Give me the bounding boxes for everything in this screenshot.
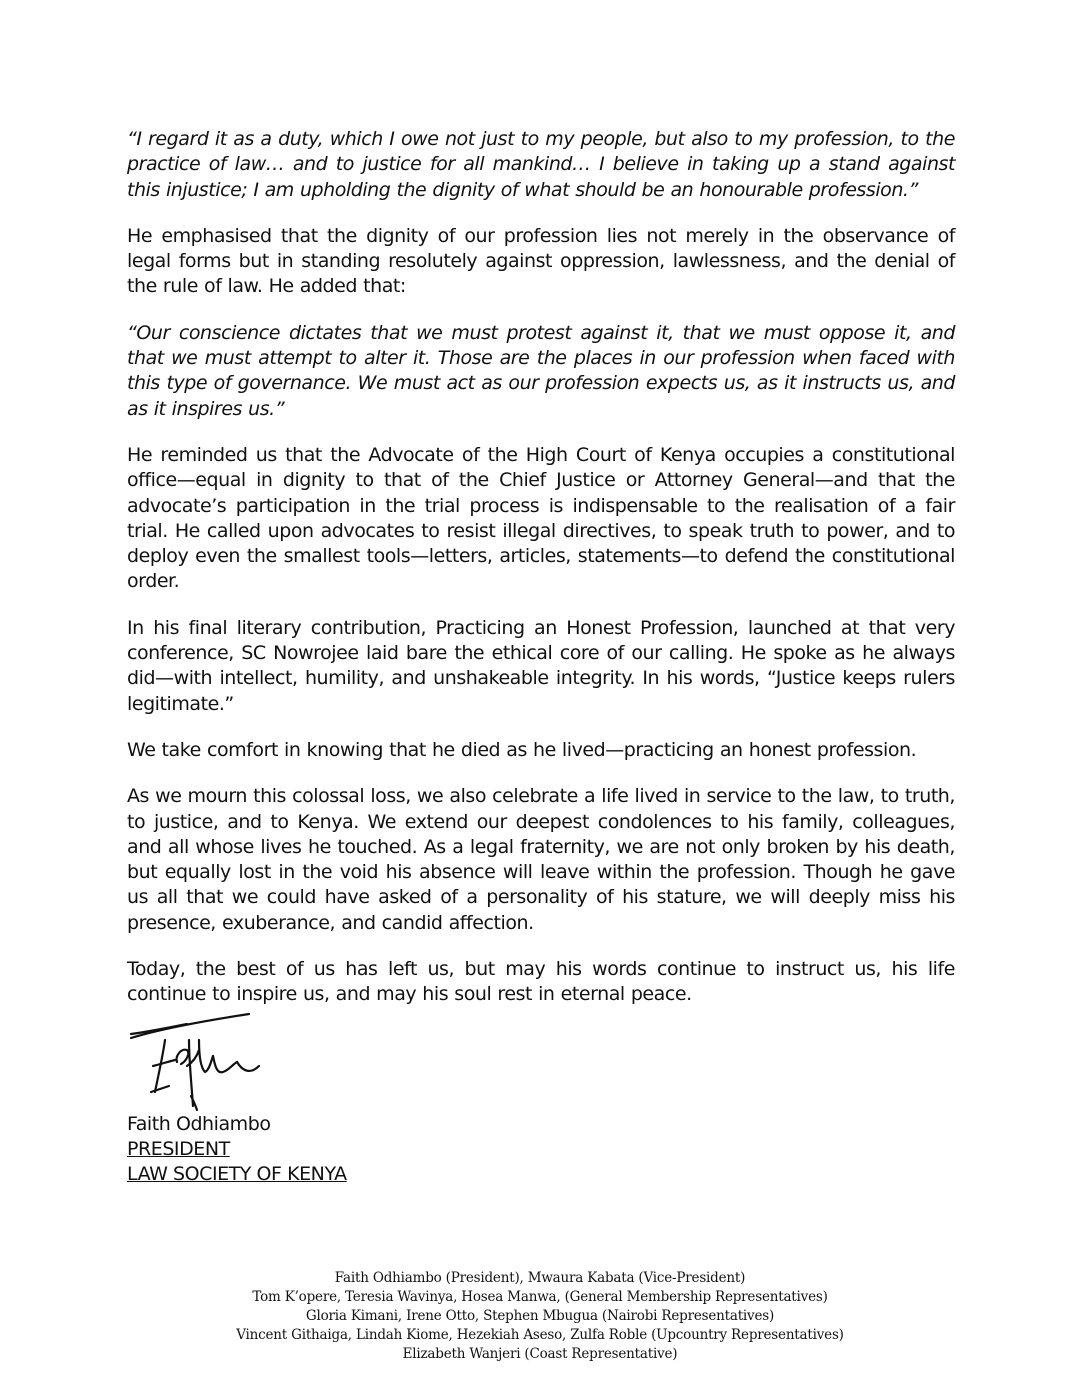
- body-paragraph: He emphasised that the dignity of our profession lies not merely in the observance of legal forms but in standing resolutely against oppression, lawlessness, and the denial of the rule of law. He added that:: [127, 224, 955, 298]
- letter-body: [127, 127, 955, 1029]
- council-members-footer: [0, 1269, 1080, 1364]
- body-paragraph: He reminded us that the Advocate of the High Court of Kenya occupies a constitutional office—equal in dignity to that of the Chief Justice or Attorney General—and that the advocate’s participation in the trial process is indispensable to the realisation of a fair trial. He called upon advocates to resist illegal directives, to speak truth to power, and to deploy even the smallest tools—letters, articles, statements—to defend the constitutional order.: [127, 443, 955, 593]
- signatory-name: Faith Odhiambo: [127, 1113, 271, 1135]
- signature-block: [127, 1000, 527, 1187]
- closing-paragraph: Today, the best of us has left us, but may his words continue to instruct us, his life continue to inspire us, and may his soul rest in eternal peace.: [127, 958, 955, 1006]
- body-paragraph: We take comfort in knowing that he died as he lived—practicing an honest profession.: [127, 738, 917, 761]
- conscience-quote: “Our conscience dictates that we must protest against it, that we must oppose it, and that we must attempt to alter it. Those are the places in our profession when faced with this type of governance. We must act as our profession expects us, as it instructs us, and as it inspires us.”: [127, 321, 955, 420]
- handwritten-signature: [127, 1000, 267, 1112]
- signatory-title: PRESIDENT: [127, 1138, 230, 1160]
- signatory-organization: LAW SOCIETY OF KENYA: [127, 1163, 347, 1185]
- footer-line: Gloria Kimani, Irene Otto, Stephen Mbugua (Nairobi Representatives): [305, 1308, 775, 1324]
- footer-line: Elizabeth Wanjeri (Coast Representative): [402, 1346, 678, 1362]
- footer-line: Vincent Githaiga, Lindah Kiome, Hezekiah Aseso, Zulfa Roble (Upcountry Representatives): [236, 1327, 844, 1343]
- opening-quote: “I regard it as a duty, which I owe not just to my people, but also to my profession, to the practice of law… and to justice for all mankind… I believe in taking up a stand against this injustice; I am upholding the dignity of what should be an honourable profession.”: [127, 128, 955, 201]
- body-paragraph: As we mourn this colossal loss, we also celebrate a life lived in service to the law, to truth, to justice, and to Kenya. We extend our deepest condolences to his family, colleagues, and all whose lives he touched. As a legal fraternity, we are not only broken by his death, but equally lost in the void his absence will leave within the profession. Though he gave us all that we could have asked of a personality of his stature, we will deeply miss his presence, exuberance, and candid affection.: [127, 785, 955, 934]
- footer-line: Faith Odhiambo (President), Mwaura Kabata (Vice-President): [334, 1270, 746, 1286]
- body-paragraph: In his final literary contribution, Practicing an Honest Profession, launched at that very conference, SC Nowrojee laid bare the ethical core of our calling. He spoke as he always did—with intellect, humility, and unshakeable integrity. In his words, “Justice keeps rulers legitimate.”: [127, 616, 955, 715]
- footer-line: Tom K’opere, Teresia Wavinya, Hosea Manwa, (General Membership Representatives): [252, 1289, 828, 1305]
